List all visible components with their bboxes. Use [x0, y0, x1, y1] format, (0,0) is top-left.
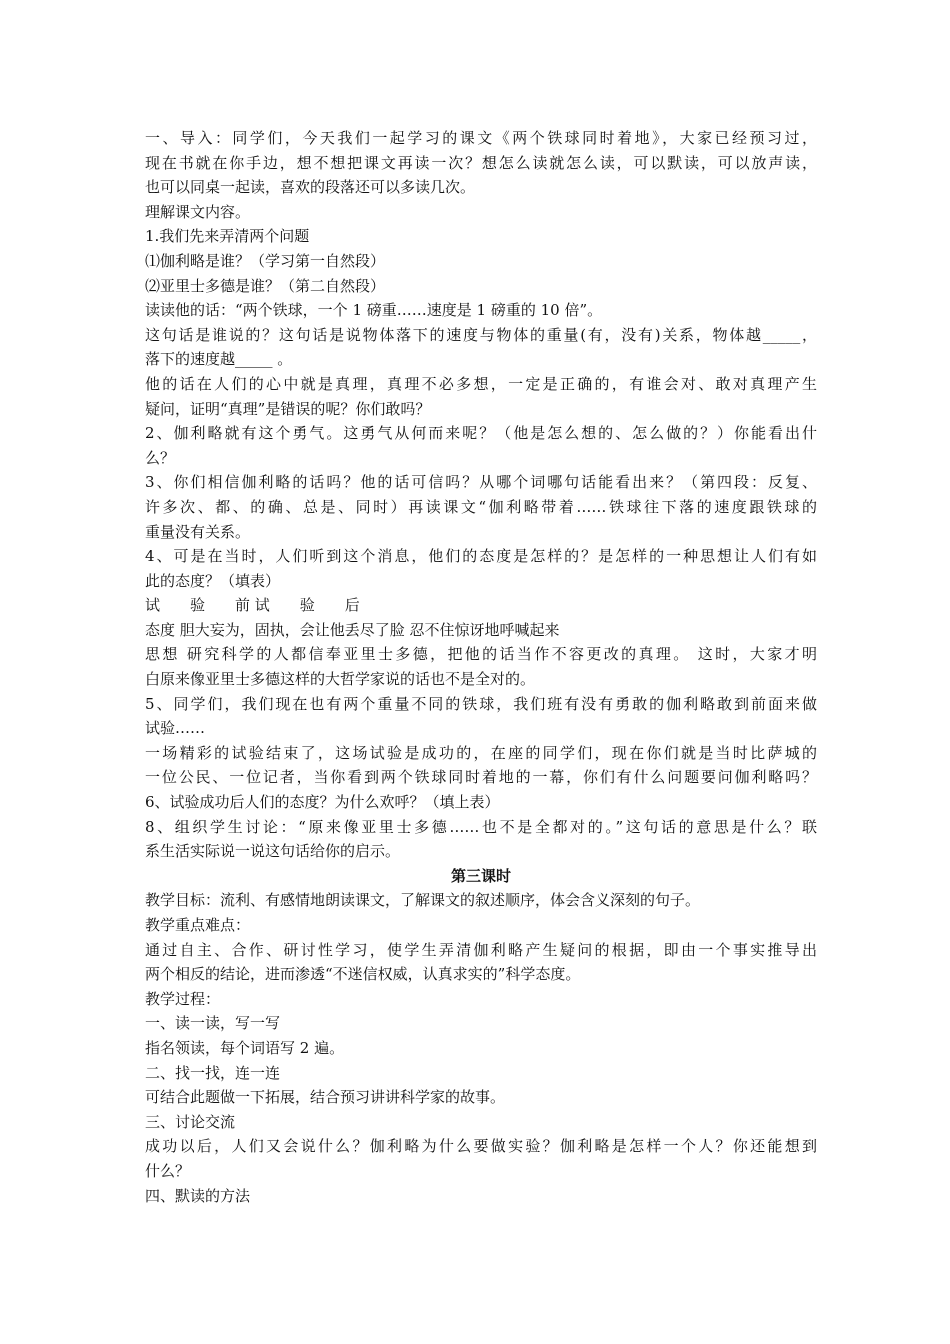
- text-line: 教学过程：: [145, 989, 221, 1008]
- text-line: 成功以后，人们又会说什么？伽利略为什么要做实验？伽利略是怎样一个人？你还能想到: [145, 1137, 817, 1156]
- text-line: 此的态度？（填表）: [145, 571, 281, 590]
- text-line: 二、找一找，连一连: [145, 1063, 281, 1082]
- text-line: 读读他的话：“两个铁球，一个 1 磅重……速度是 1 磅重的 10 倍”。: [145, 301, 603, 320]
- text-line: 一场精彩的试验结束了，这场试验是成功的，在座的同学们，现在你们就是当时比萨城的: [145, 743, 817, 762]
- text-line: 一、读一读，写一写: [145, 1014, 281, 1033]
- text-line: 四、默读的方法: [145, 1186, 251, 1205]
- text-line: 系生活实际说一说这句话给你的启示。: [145, 842, 401, 861]
- text-line: ⑴伽利略是谁？（学习第一自然段）: [145, 251, 386, 270]
- document-page: [145, 126, 817, 1208]
- text-line: 试 验 前 试 验 后: [145, 596, 360, 615]
- text-line: 么？: [145, 448, 176, 467]
- text-line: 1.我们先来弄清两个问题: [145, 227, 310, 246]
- text-line: 通过自主、合作、研讨性学习，使学生弄清伽利略产生疑问的根据，即由一个事实推导出: [145, 940, 817, 959]
- text-line: 思想 研究科学的人都信奉亚里士多德，把他的话当作不容更改的真理。 这时，大家才明: [145, 645, 817, 664]
- text-line: 一位公民、一位记者，当你看到两个铁球同时着地的一幕，你们有什么问题要问伽利略吗？: [145, 768, 817, 787]
- text-line: 试验……: [145, 719, 206, 738]
- section-heading: 第三课时: [450, 866, 511, 885]
- text-line: 疑问，证明“真理”是错误的呢？你们敢吗？: [145, 399, 431, 418]
- text-line: 落下的速度越_____ 。: [145, 350, 293, 369]
- text-line: 态度 胆大妄为，固执，会让他丢尽了脸 忍不住惊讶地呼喊起来: [145, 620, 560, 639]
- text-line: 4、可是在当时，人们听到这个消息，他们的态度是怎样的？是怎样的一种思想让人们有如: [145, 547, 817, 566]
- text-line: 3、你们相信伽利略的话吗？他的话可信吗？从哪个词哪句话能看出来？（第四段：反复、: [145, 473, 817, 492]
- text-line: 三、讨论交流: [145, 1112, 236, 1131]
- text-line: 教学目标：流利、有感情地朗读课文，了解课文的叙述顺序，体会含义深刻的句子。: [145, 891, 701, 910]
- text-line: 他的话在人们的心中就是真理，真理不必多想，一定是正确的，有谁会对、敢对真理产生: [145, 374, 817, 393]
- text-line: 白原来像亚里士多德这样的大哲学家说的话也不是全对的。: [145, 670, 536, 689]
- text-line: 重量没有关系。: [145, 522, 251, 541]
- text-line: 理解课文内容。: [145, 202, 251, 221]
- text-line: 2、伽利略就有这个勇气。这勇气从何而来呢？（他是怎么想的、怎么做的？）你能看出什: [145, 424, 817, 443]
- text-line: 什么？: [145, 1161, 191, 1180]
- text-line: 也可以同桌一起读，喜欢的段落还可以多读几次。: [145, 178, 476, 197]
- text-line: 5、同学们，我们现在也有两个重量不同的铁球，我们班有没有勇敢的伽利略敢到前面来做: [145, 694, 817, 713]
- text-line: 现在书就在你手边，想不想把课文再读一次？想怎么读就怎么读，可以默读，可以放声读，: [145, 153, 817, 172]
- text-line: ⑵亚里士多德是谁？（第二自然段）: [145, 276, 386, 295]
- text-line: 6、试验成功后人们的态度？为什么欢呼？（填上表）: [145, 793, 500, 812]
- text-line: 许多次、都、的确、总是、同时）再读课文“伽利略带着……铁球往下落的速度跟铁球的: [145, 497, 817, 516]
- text-line: 指名领读，每个词语写 2 遍。: [145, 1038, 345, 1057]
- text-line: 两个相反的结论，进而渗透“不迷信权威，认真求实的”科学态度。: [145, 965, 581, 984]
- text-line: 一、导入：同学们，今天我们一起学习的课文《两个铁球同时着地》，大家已经预习过，: [145, 129, 817, 147]
- text-line: 可结合此题做一下拓展，结合预习讲讲科学家的故事。: [145, 1088, 506, 1107]
- text-line: 8、组织学生讨论：“原来像亚里士多德……也不是全都对的。”这句话的意思是什么？联: [145, 817, 817, 836]
- text-line: 这句话是谁说的？这句话是说物体落下的速度与物体的重量(有，没有)关系，物体越_____，: [145, 325, 817, 344]
- text-line: 教学重点难点：: [145, 916, 251, 934]
